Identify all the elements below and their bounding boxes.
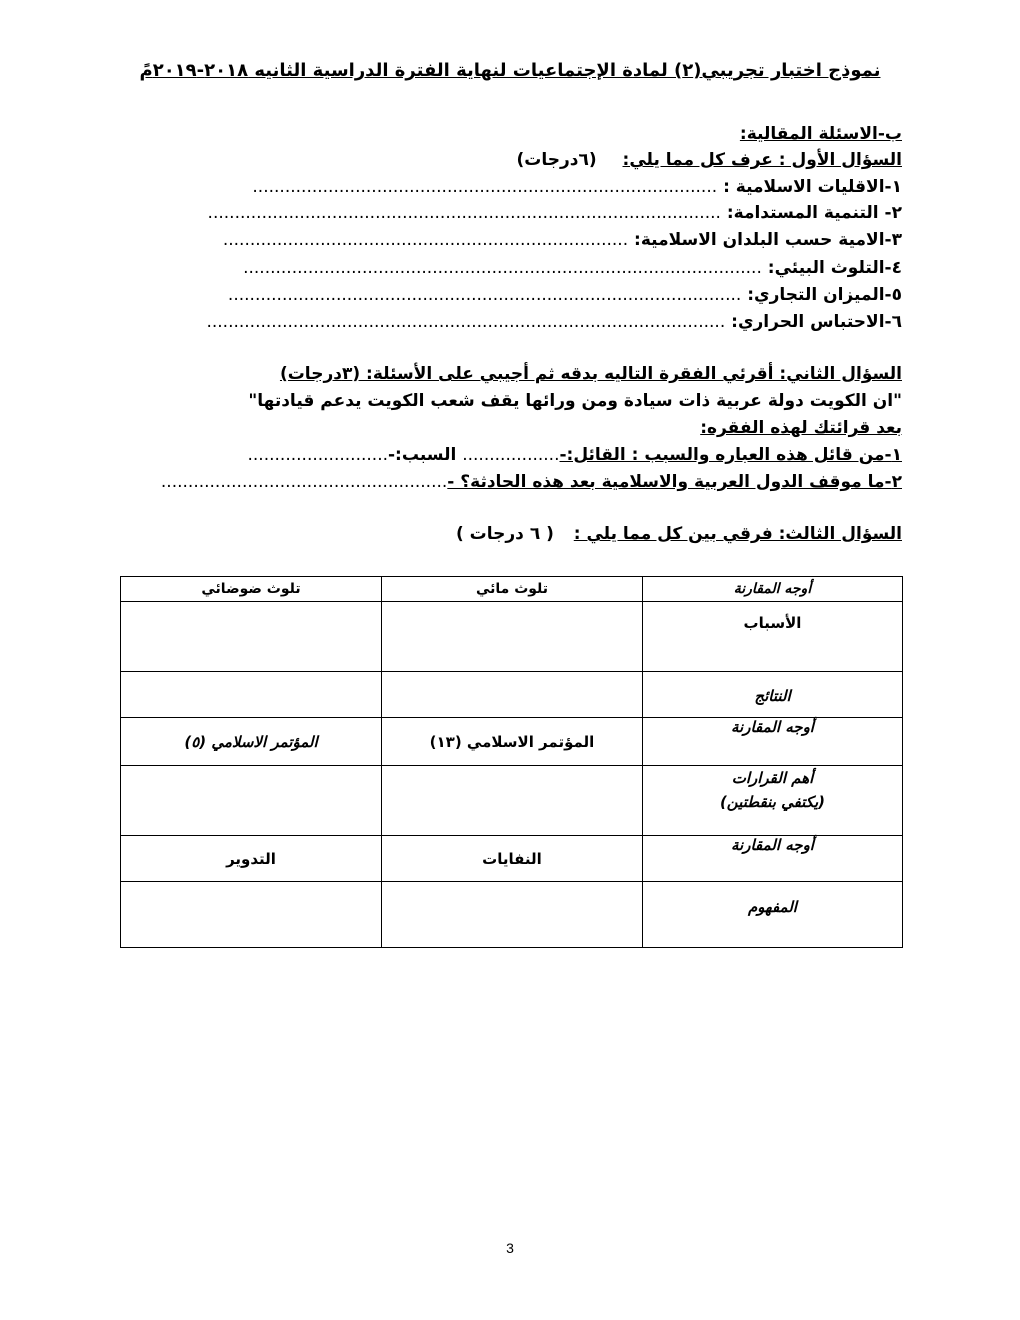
q1-item-5-text: ٥-الميزان التجاري: [747,285,902,305]
table-row [121,882,903,948]
table-cell: النفايات [382,836,643,882]
comparison-table [120,576,903,948]
q1-item-4 [243,256,902,280]
q2-item-1 [248,443,903,467]
answer-cell[interactable] [121,766,382,836]
answer-line: ................................................................................................ [243,258,762,278]
answer-cell[interactable] [121,882,382,948]
q1-item-5 [228,283,902,307]
table-row [121,836,903,882]
row-label-comparison: أوجه المقارنة [731,836,814,854]
q1-item-6 [206,310,902,334]
q2-label: السؤال الثاني: أقرئي الفقرة التاليه بدقه ثم أجيبي على الأسئلة: (٣درجات) [279,364,902,384]
table-row [121,672,903,718]
table-row [121,766,903,836]
answer-line: .................. [462,445,560,465]
answer-line: ...................................................................................... [252,177,718,197]
answer-cell[interactable] [121,672,382,718]
q1-label: السؤال الأول : عرف كل مما يلي: [622,150,902,170]
q1-item-3-text: ٣-الامية حسب البلدان الاسلامية: [634,230,902,250]
decisions-label: أهم القرارات [731,769,814,787]
q1-item-2 [208,201,902,225]
table-header-cell: تلوث مائي [382,577,643,602]
q1-item-3 [223,228,902,252]
table-cell [643,882,903,948]
table-header-cell: تلوث ضوضائي [121,577,382,602]
table-row [121,602,903,672]
q1-item-1-text: ١-الاقليات الاسلامية : [723,177,902,197]
decisions-note: (يكتفي بنقطتين) [719,793,826,811]
table-cell: المؤتمر الاسلامي (١٣) [382,718,643,766]
answer-cell[interactable] [382,882,643,948]
q2-item-2 [161,470,902,494]
answer-cell[interactable] [382,602,643,672]
q1-item-4-text: ٤-التلوث البيئي: [767,258,902,278]
page-title: نموذج اختبار تجريبي(٢) لمادة الإجتماعيات لنهاية الفترة الدراسية الثانيه ٢٠١٨-٢٠١٩مً [139,60,881,81]
answer-line: .......................... [247,445,388,465]
answer-cell[interactable] [121,602,382,672]
row-label-causes: الأسباب [743,614,802,632]
table-cell [643,602,903,672]
answer-cell[interactable] [382,766,643,836]
q3-heading [456,522,902,546]
page-number: 3 [506,1240,514,1256]
row-label-decisions [643,766,902,814]
answer-line: ..................................................... [160,472,448,492]
answer-line: ............................................................................................... [207,203,721,223]
table-row [121,577,903,602]
section-b-heading: ب-الاسئلة المقالية: [739,124,902,144]
q1-item-1 [252,175,902,199]
q2-item-2-text: ٢-ما موقف الدول العربية والاسلامية بعد هذه الحادثة؟ - [447,472,902,492]
answer-line: ................................................................................................ [206,312,726,332]
q2-after: بعد قرائتك لهذه الفقره: [700,418,902,438]
q2-quote: "ان الكويت دولة عربية ذات سيادة ومن ورائها يقف شعب الكويت يدعم قيادتها" [248,391,902,411]
q2-item-1-text: ١-من قائل هذه العباره والسبب : القائل:- [559,445,902,465]
q3-marks: ( ٦ درجات ) [455,524,554,544]
q2-item-1-reason: السبب:- [388,445,463,465]
table-row [121,718,903,766]
answer-line: ........................................................................... [222,230,629,250]
row-label-results: النتائج [754,687,791,705]
answer-cell[interactable] [382,672,643,718]
table-cell [643,672,903,718]
row-label-concept: المفهوم [748,898,797,916]
q1-item-6-text: ٦-الاحتباس الحراري: [731,312,902,332]
q1-item-2-text: ٢- التنمية المستدامة: [726,203,902,223]
table-cell: المؤتمر الاسلامي (٥) [121,718,382,766]
table-header-cell: أوجه المقارنة [643,577,903,602]
table-cell [643,766,903,836]
q1-heading [517,148,903,172]
table-cell [643,718,903,766]
answer-line: ............................................................................................... [227,285,742,305]
table-cell: التدوير [121,836,382,882]
q3-label: السؤال الثالث: فرقي بين كل مما يلي : [573,524,902,544]
q1-marks: (٦درجات) [516,150,597,170]
row-label-comparison: أوجه المقارنة [731,718,814,736]
table-cell [643,836,903,882]
